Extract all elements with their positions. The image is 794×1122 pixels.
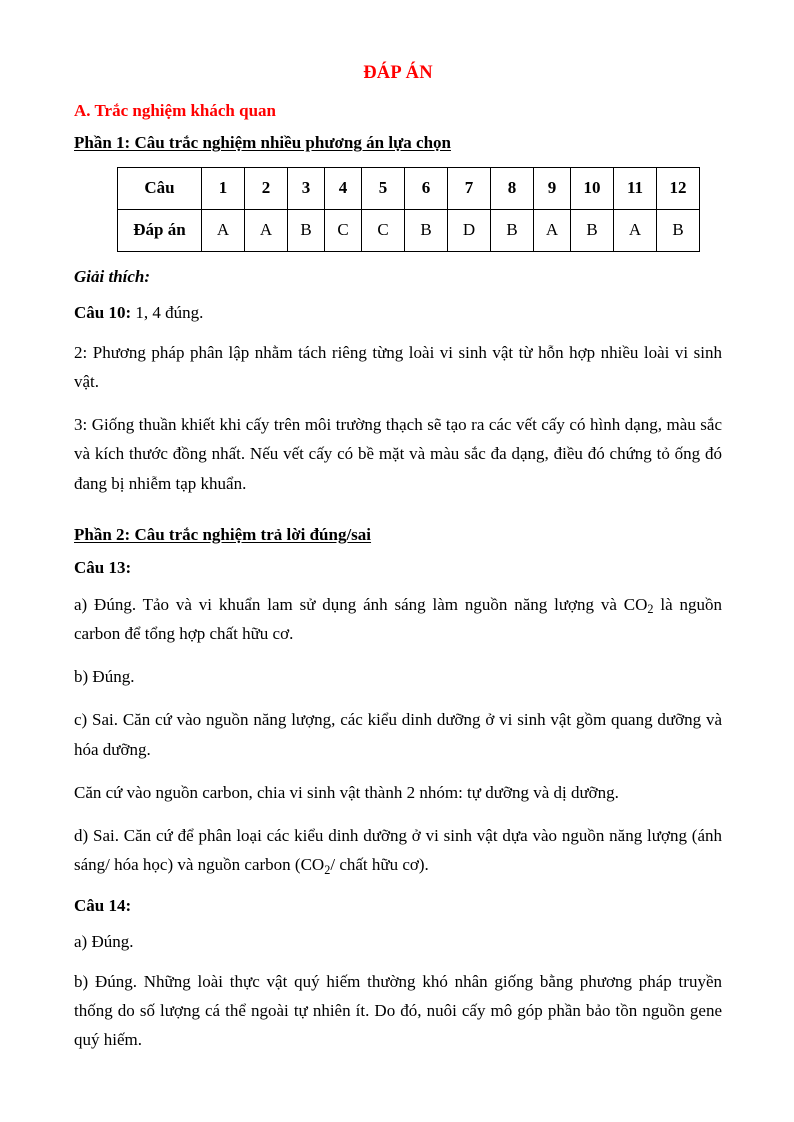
cau-13-item-c: c) Sai. Căn cứ vào nguồn năng lượng, các kiểu dinh dưỡng ở vi sinh vật gồm quang dưỡng và hóa dưỡng. — [74, 710, 722, 759]
explanation-item-3: 3: Giống thuần khiết khi cấy trên môi trường thạch sẽ tạo ra các vết cấy có hình dạng, màu sắc và kích thước đồng nhất. Nếu vết cấy có bề mặt và màu sắc đa dạng, điều đó chứng tỏ ống đó đang bị nhiễm tạp khuẩn. — [74, 415, 722, 493]
cau-13-item-c-note: Căn cứ vào nguồn carbon, chia vi sinh vật thành 2 nhóm: tự dưỡng và dị dưỡng. — [74, 782, 619, 802]
explanation-cau-10-text: 1, 4 đúng. — [131, 303, 204, 323]
cau-13-item-d — [74, 821, 722, 879]
table-cell-answer-7: D — [448, 209, 491, 251]
table-row-answers — [118, 209, 700, 251]
table-cell-answer-5: C — [362, 209, 405, 251]
document-content — [74, 62, 722, 1054]
part2-heading-label: Phần 2: Câu trắc nghiệm trả lời đúng/sai — [74, 524, 372, 544]
table-cell-answer-9: A — [534, 209, 571, 251]
section-heading-a: A. Trắc nghiệm khách quan — [74, 101, 276, 121]
table-cell-answer-4: C — [325, 209, 362, 251]
cau-13-item-d-part2: / chất hữu cơ). — [330, 855, 429, 875]
cau-13-item-a — [74, 590, 722, 648]
table-row-questions — [118, 167, 700, 209]
table-cell-answer-3: B — [288, 209, 325, 251]
table-cell-question-2: 2 — [245, 167, 288, 209]
table-cell-question-7: 7 — [448, 167, 491, 209]
table-cell-question-9: 9 — [534, 167, 571, 209]
table-cell-question-10: 10 — [571, 167, 614, 209]
table-cell-answer-11: A — [614, 209, 657, 251]
explanation-item-2: 2: Phương pháp phân lập nhằm tách riêng từng loài vi sinh vật từ hỗn hợp nhiều loài vi sinh vật. — [74, 342, 722, 391]
table-cell-question-3: 3 — [288, 167, 325, 209]
part1-heading-label: Phần 1: Câu trắc nghiệm nhiều phương án lựa chọn — [74, 133, 451, 153]
table-cell-question-8: 8 — [491, 167, 534, 209]
table-cell-answer-2: A — [245, 209, 288, 251]
cau-13-item-b: b) Đúng. — [74, 667, 135, 687]
table-cell-answer-8: B — [491, 209, 534, 251]
part2-heading — [74, 524, 722, 546]
table-cell-question-1: 1 — [202, 167, 245, 209]
table-cell-answer-6: B — [405, 209, 448, 251]
cau-13-item-d-subscript: 2 — [324, 863, 331, 878]
table-cell-answer-10: B — [571, 209, 614, 251]
cau-13-item-d-part1: d) Sai. Căn cứ để phân loại các kiểu dinh dưỡng ở vi sinh vật dựa vào nguồn năng lượng (ánh sáng/ hóa học) và nguồn carbon (CO — [74, 826, 722, 875]
page-title: ĐÁP ÁN — [363, 63, 433, 83]
table-cell-question-5: 5 — [362, 167, 405, 209]
cau-13-item-a-part2: là nguồn carbon để tổng hợp chất hữu cơ. — [74, 594, 722, 643]
question-heading-cau-14: Câu 14: — [74, 895, 132, 915]
cau-14-item-b: b) Đúng. Những loài thực vật quý hiếm thường khó nhân giống bằng phương pháp truyền thống do số lượng cá thể ngoài tự nhiên ít. Do đó, nuôi cấy mô góp phần bảo tồn nguồn gene quý hiếm. — [74, 971, 722, 1050]
table-cell-question-4: 4 — [325, 167, 362, 209]
table-cell-answer-1: A — [202, 209, 245, 251]
question-heading-cau-13: Câu 13: — [74, 557, 132, 577]
answer-table-wrapper — [74, 167, 722, 252]
part1-heading — [74, 132, 722, 154]
table-cell-answer-12: B — [657, 209, 700, 251]
table-cell-question-11: 11 — [614, 167, 657, 209]
table-row-label-dapan: Đáp án — [118, 209, 202, 251]
cau-14-item-a: a) Đúng. — [74, 932, 134, 952]
explanation-label: Giải thích: — [74, 266, 151, 286]
explanation-cau-10-label: Câu 10: — [74, 303, 132, 323]
table-row-label-cau: Câu — [118, 167, 202, 209]
cau-13-item-a-subscript: 2 — [647, 602, 654, 617]
table-cell-question-12: 12 — [657, 167, 700, 209]
table-cell-question-6: 6 — [405, 167, 448, 209]
answer-table — [117, 167, 700, 252]
cau-13-item-a-part1: a) Đúng. Tảo và vi khuẩn lam sử dụng ánh sáng làm nguồn năng lượng và CO — [74, 594, 648, 614]
explanation-cau-10 — [74, 298, 722, 327]
